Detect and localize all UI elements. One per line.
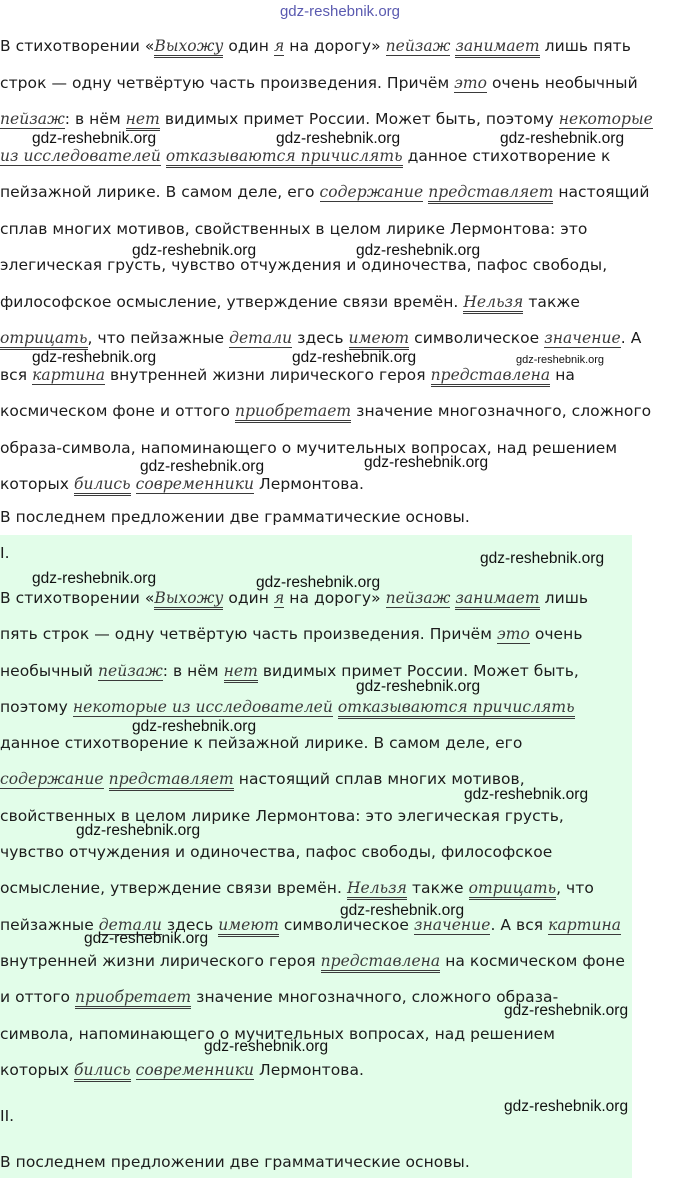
subject-word: картина bbox=[32, 365, 106, 384]
text-segment bbox=[131, 1061, 136, 1079]
watermark: gdz-reshebnik.org bbox=[500, 130, 625, 147]
text-segment: символическое bbox=[409, 329, 545, 347]
predicate-word: представлена bbox=[321, 952, 441, 973]
text-segment: видимых примет России. Может быть, поэтому bbox=[0, 661, 579, 716]
predicate-word: Выхожу bbox=[154, 589, 223, 610]
text-segment: : в нём bbox=[64, 110, 126, 128]
text-segment: символическое bbox=[278, 915, 414, 934]
predicate-word: Нельзя bbox=[463, 293, 523, 314]
subject-word: современники bbox=[135, 475, 255, 493]
text-segment: внутренней жизни лирического героя bbox=[105, 365, 431, 384]
watermark: gdz-reshebnik.org bbox=[276, 130, 401, 147]
answer-summary: В последнем предложении две грамматические основы. bbox=[0, 1153, 470, 1171]
predicate-word: представляет bbox=[428, 183, 553, 204]
subject-word: пейзаж bbox=[385, 37, 451, 55]
text-segment: . А вся bbox=[490, 915, 549, 934]
watermark: gdz-reshebnik.org bbox=[132, 242, 257, 259]
subject-word: значение bbox=[544, 329, 621, 347]
watermark: gdz-reshebnik.org bbox=[292, 349, 417, 366]
watermark: gdz-reshebnik.org bbox=[32, 570, 157, 587]
predicate-word: нет bbox=[224, 662, 258, 683]
answer-part1-label: I. bbox=[0, 544, 10, 562]
text-segment: внутренней жизни лирического героя bbox=[0, 951, 321, 970]
subject-word: это bbox=[454, 73, 488, 92]
site-header: gdz-reshebnik.org bbox=[279, 3, 401, 20]
text-segment: здесь bbox=[161, 915, 219, 934]
text-segment: Лермонтова. bbox=[254, 475, 364, 493]
watermark: gdz-reshebnik.org bbox=[480, 550, 605, 567]
subject-word: это bbox=[496, 625, 530, 644]
predicate-word: нет bbox=[126, 110, 160, 131]
predicate-word: имеют bbox=[349, 329, 410, 350]
predicate-word: занимает bbox=[455, 589, 539, 610]
text-segment: лишь пять строк — одну четвёртую часть произведения. Причём bbox=[0, 589, 589, 644]
predicate-word: Выхожу bbox=[154, 37, 223, 58]
watermark: gdz-reshebnik.org bbox=[356, 678, 481, 695]
subject-word: современники bbox=[135, 1060, 255, 1079]
watermark: gdz-reshebnik.org bbox=[504, 1098, 629, 1115]
text-segment: значение многозначного, сложного образа-символа, напоминающего о мучительных вопросах, над решением которых bbox=[0, 988, 559, 1079]
subject-word: пейзаж bbox=[385, 589, 451, 607]
subject-word: значение bbox=[413, 915, 491, 934]
predicate-word: отказываются причислять bbox=[166, 147, 403, 168]
predicate-word: отказываются причислять bbox=[338, 698, 575, 719]
text-segment: на дорогу» bbox=[284, 589, 386, 607]
predicate-word: отрицать bbox=[0, 329, 88, 350]
subject-word: некоторые из исследователей bbox=[0, 110, 653, 165]
predicate-word: представлена bbox=[431, 366, 551, 387]
text-segment bbox=[104, 770, 109, 788]
watermark: gdz-reshebnik.org bbox=[204, 1038, 329, 1055]
predicate-word: отрицать bbox=[469, 879, 557, 900]
watermark: gdz-reshebnik.org bbox=[132, 718, 257, 735]
subject-word: содержание bbox=[319, 183, 424, 201]
subject-word: я bbox=[273, 589, 285, 607]
watermark: gdz-reshebnik.org bbox=[464, 786, 589, 803]
subject-word: картина bbox=[548, 915, 622, 934]
text-segment: здесь bbox=[292, 329, 349, 347]
text-segment: данное стихотворение к пейзажной лирике. В самом деле, его bbox=[0, 734, 523, 753]
text-segment: настоящий сплав многих мотивов, свойственных в целом лирике Лермонтова: это элегическая грусть, чувство отчуждения и одиночества, пафос свободы, философское осмысление, утверждение связи времён. bbox=[0, 183, 650, 311]
watermark: gdz-reshebnik.org bbox=[504, 1002, 629, 1019]
subject-word: я bbox=[273, 37, 285, 55]
subject-word: некоторые из исследователей bbox=[72, 697, 333, 716]
predicate-word: приобретает bbox=[235, 402, 351, 423]
subject-word: пейзаж bbox=[97, 661, 163, 680]
watermark: gdz-reshebnik.org bbox=[364, 454, 489, 471]
text-segment: . А вся bbox=[0, 329, 642, 384]
text-segment: В стихотворении « bbox=[0, 589, 155, 607]
text-segment: данное стихотворение к пейзажной лирике. В самом деле, его bbox=[0, 146, 611, 201]
predicate-word: бились bbox=[74, 1061, 131, 1082]
watermark: gdz-reshebnik.org bbox=[32, 349, 157, 366]
predicate-word: занимает bbox=[455, 37, 539, 58]
text-segment: один bbox=[223, 37, 274, 55]
text-segment: видимых примет России. Может быть, поэтому bbox=[159, 110, 559, 128]
subject-word: пейзаж bbox=[0, 110, 65, 128]
text-segment: также bbox=[406, 879, 469, 898]
watermark: gdz-reshebnik.org bbox=[256, 574, 381, 591]
predicate-word: бились bbox=[74, 475, 131, 496]
text-segment: на космическом фоне и оттого bbox=[0, 951, 625, 1007]
text-segment: настоящий сплав многих мотивов, свойственных в целом лирике Лермонтова: это элегическая грусть, чувство отчуждения и одиночества, пафос свободы, философское осмысление, утверждение связи времён. bbox=[0, 770, 564, 898]
watermark: gdz-reshebnik.org bbox=[32, 130, 157, 147]
watermark: gdz-reshebnik.org bbox=[356, 242, 481, 259]
subject-word: детали bbox=[98, 915, 162, 934]
passage-paragraph bbox=[0, 28, 672, 503]
text-segment: Лермонтова. bbox=[254, 1060, 364, 1079]
watermark: gdz-reshebnik.org bbox=[76, 822, 201, 839]
predicate-word: представляет bbox=[109, 770, 234, 791]
text-segment: , что пейзажные bbox=[0, 879, 594, 934]
predicate-word: приобретает bbox=[75, 988, 191, 1009]
text-segment: лишь пять строк — одну четвёртую часть произведения. Причём bbox=[0, 37, 631, 92]
watermark: gdz-reshebnik.org bbox=[140, 458, 265, 475]
watermark: gdz-reshebnik.org bbox=[340, 902, 465, 919]
watermark: gdz-reshebnik.org bbox=[516, 354, 605, 366]
text-segment: также bbox=[523, 292, 580, 311]
predicate-word: Нельзя bbox=[347, 879, 407, 900]
text-segment: : в нём bbox=[162, 661, 224, 680]
text-segment bbox=[131, 475, 136, 493]
passage-summary: В последнем предложении две грамматические основы. bbox=[0, 508, 470, 526]
subject-word: детали bbox=[229, 329, 293, 347]
answer-part2-label: II. bbox=[0, 1107, 15, 1125]
text-segment: на дорогу» bbox=[284, 37, 386, 55]
watermark: gdz-reshebnik.org bbox=[84, 930, 209, 947]
text-segment: очень необычный bbox=[0, 625, 583, 680]
text-segment: В стихотворении « bbox=[0, 37, 155, 55]
text-segment: очень необычный bbox=[487, 73, 638, 92]
text-segment: один bbox=[223, 589, 274, 607]
predicate-word: имеют bbox=[218, 916, 279, 937]
subject-word: содержание bbox=[0, 770, 104, 789]
text-segment: , что пейзажные bbox=[87, 329, 230, 347]
text-segment: значение многозначного, сложного образа-символа, напоминающего о мучительных вопросах, над решением которых bbox=[0, 402, 652, 493]
text-segment: на космическом фоне и оттого bbox=[0, 365, 575, 420]
